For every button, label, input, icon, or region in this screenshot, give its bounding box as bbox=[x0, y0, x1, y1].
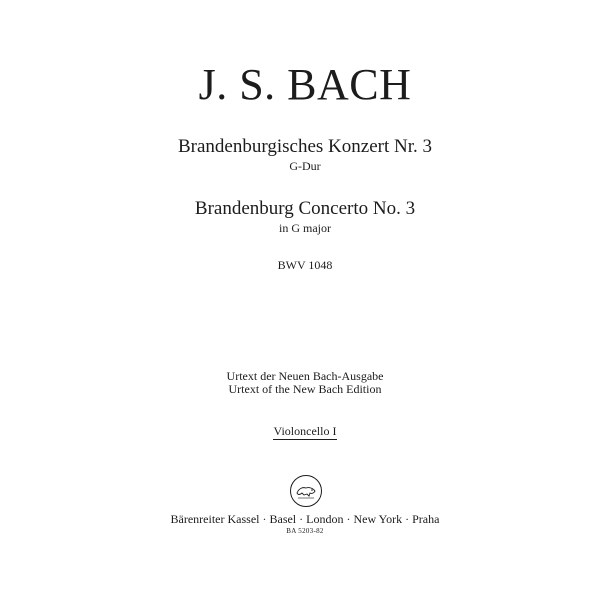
publisher-logo-icon bbox=[289, 474, 323, 508]
instrument-part-label: Violoncello I bbox=[273, 424, 337, 438]
composer-name: J. S. BACH bbox=[198, 60, 412, 109]
edition-note-english: Urtext of the New Bach Edition bbox=[228, 382, 382, 396]
key-english: in G major bbox=[279, 221, 331, 235]
work-title-english: Brandenburg Concerto No. 3 bbox=[194, 198, 416, 219]
publisher-line: Bärenreiter Kassel · Basel · London · New York · Praha bbox=[170, 512, 440, 526]
catalogue-number: BWV 1048 bbox=[277, 258, 333, 272]
edition-number: BA 5203-82 bbox=[286, 527, 324, 535]
edition-note-german: Urtext der Neuen Bach-Ausgabe bbox=[226, 369, 384, 383]
key-german: G-Dur bbox=[289, 159, 321, 173]
instrument-part bbox=[0, 424, 610, 440]
work-title-german: Brandenburgisches Konzert Nr. 3 bbox=[178, 136, 432, 157]
